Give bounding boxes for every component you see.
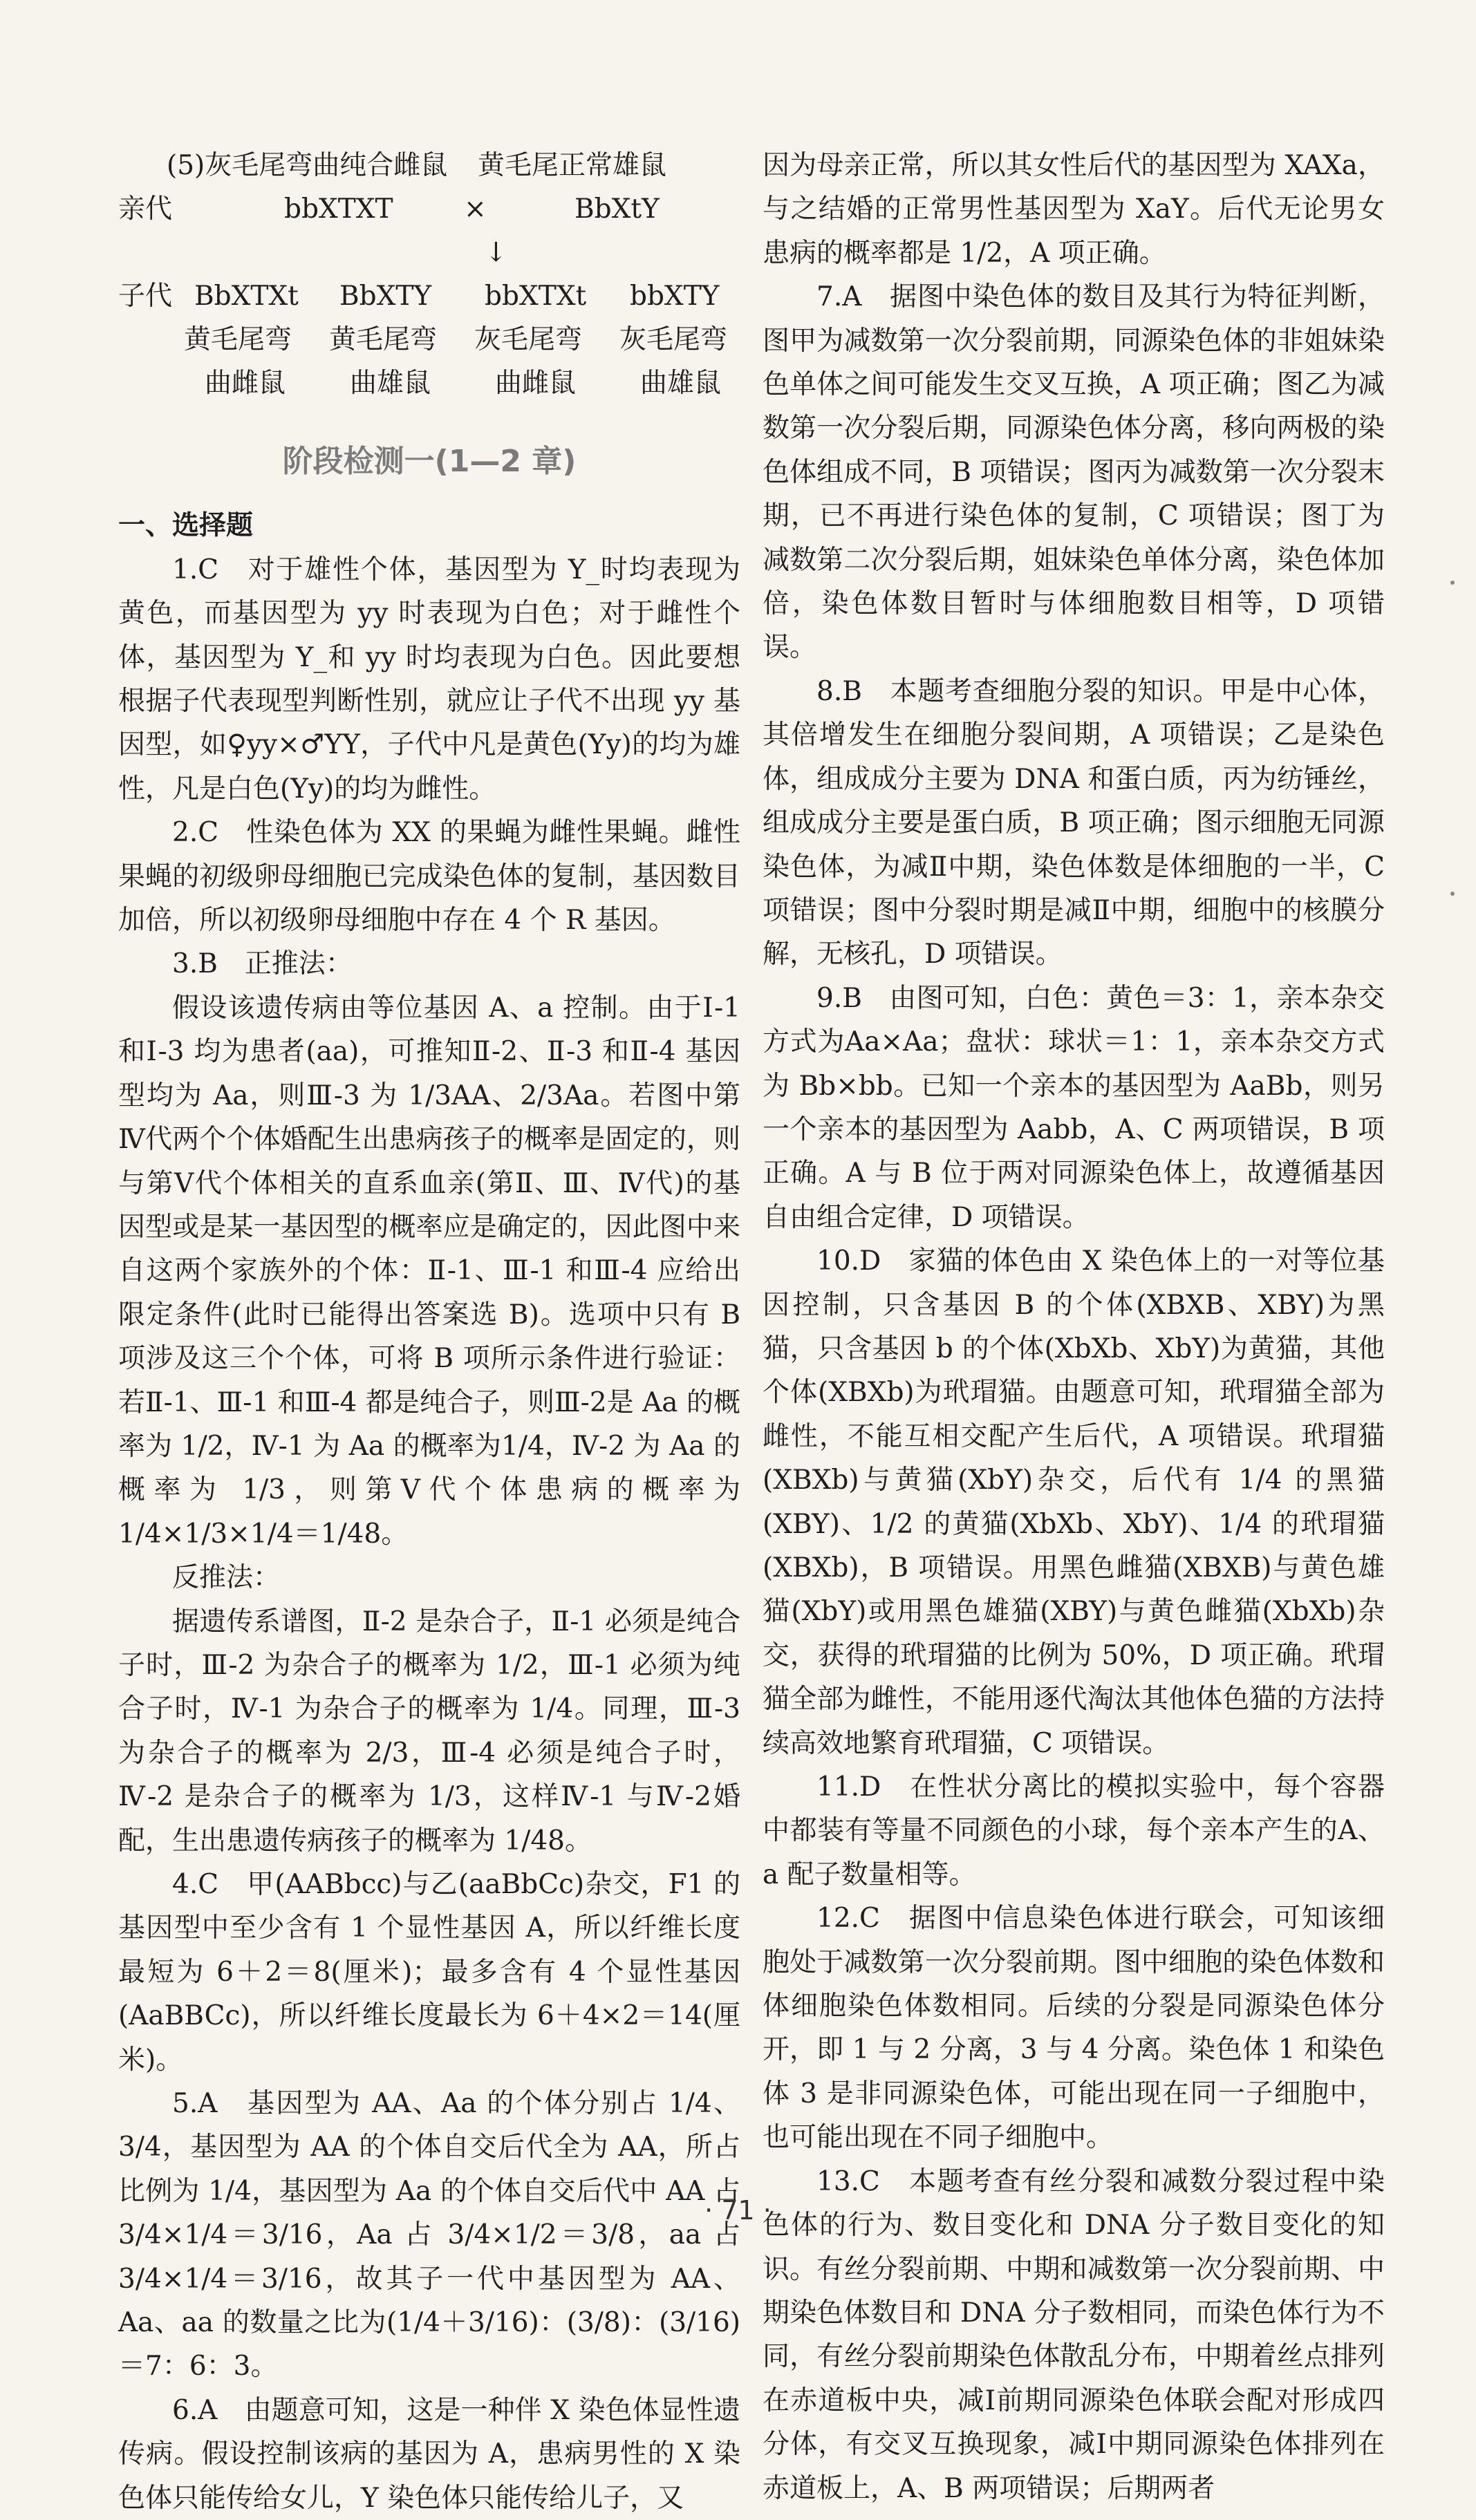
answer-5: 5.A 基因型为 AA、Aa 的个体分别占 1/4、3/4，基因型为 AA 的个体自交后代全为 AA，所占比例为 1/4，基因型为 Aa 的个体自交后代中 AA 占 3/4×1/4＝3/16，Aa 占 3/4×1/2＝3/8，aa 占3/4×1/4＝3/16，故其子一代中基因型为 AA、Aa、aa 的数量之比为(1/4＋3/16)：(3/8)：(3/16)＝7：6：3。 [118,2088,740,2382]
child3-genotype: bbXTXt [485,281,587,312]
child3-sex: 曲雌鼠 [495,368,577,399]
margin-dot [1450,581,1455,585]
answer-4: 4.C 甲(AABbcc)与乙(aaBbCc)杂交，F1 的基因型中至少含有 1 个显性基因 A，所以纤维长度最短为 6＋2＝8(厘米)；最多含有 4 个显性基因(AaBBCc)，所以纤维长度最长为 6＋4×2＝14(厘米)。 [118,1869,740,2076]
left-column [118,144,740,2520]
answer-13: 13.C 本题考查有丝分裂和减数分裂过程中染色体的行为、数目变化和 DNA 分子数目变化的知识。有丝分裂前期、中期和减数第一次分裂前期、中期染色体数目和 DNA 分子数相同，而染色体行为不同，有丝分裂前期染色体散乱分布，中期着丝点排列在赤道板中央，减Ⅰ前期同源染色体联会配对形成四分体，有交叉互换现象，减Ⅰ中期同源染色体排列在赤道板上，A、B 两项错误；后期两者 [763,2165,1385,2504]
answer-9: 9.B 由图可知，白色：黄色＝3：1，亲本杂交方式为Aa×Aa；盘状：球状＝1：1，亲本杂交方式为 Bb×bb。已知一个亲本的基因型为 AaBb，则另一个亲本的基因型为 Aabb，A、C 两项错误，B 项正确。A 与 B 位于两对同源染色体上，故遵循基因自由组合定律，D 项错误。 [763,982,1385,1233]
parent-label: 亲代 [118,194,173,225]
margin-dot [1450,892,1455,896]
child3-phenotype: 灰毛尾弯 [474,324,583,355]
answer-2: 2.C 性染色体为 XX 的果蝇为雌性果蝇。雌性果蝇的初级卵母细胞已完成染色体的复制，基因数目加倍，所以初级卵母细胞中存在 4 个 R 基因。 [118,817,740,937]
child-label: 子代 [118,281,173,312]
answer-7: 7.A 据图中染色体的数目及其行为特征判断，图甲为减数第一次分裂前期，同源染色体的非姐妹染色单体之间可能发生交叉互换，A 项正确；图乙为减数第一次分裂后期，同源染色体分离，移向两极的染色体组成不同，B 项错误；图丙为减数第一次分裂末期，已不再进行染色体的复制，C 项错误；图丁为减数第二次分裂后期，姐妹染色单体分离，染色体加倍，染色体数目暂时与体细胞数目相等，D 项错误。 [763,281,1385,664]
answer-12: 12.C 据图中信息染色体进行联会，可知该细胞处于减数第一次分裂前期。图中细胞的染色体数和体细胞染色体数相同。后续的分裂是同源染色体分开，即 1 与 2 分离，3 与 4 分离。染色体 1 和染色体 3 是非同源染色体，可能出现在同一子细胞中，也可能出现在不同子细胞中。 [763,1903,1385,2154]
cross-diagram [118,144,740,406]
parent1-genotype: bbXTXT [284,194,393,225]
answer-3-forward: 假设该遗传病由等位基因 A、a 控制。由于Ⅰ-1和Ⅰ-3 均为患者(aa)，可推知Ⅱ-2、Ⅱ-3 和Ⅱ-4 基因型均为 Aa，则Ⅲ-3 为 1/3AA、2/3Aa。若图中第Ⅳ代两个个体婚配生出患病孩子的概率是固定的，则与第Ⅴ代个体相关的直系血亲(第Ⅱ、Ⅲ、Ⅳ代)的基因型或是某一基因型的概率应是确定的，因此图中来自这两个家族外的个体：Ⅱ-1、Ⅲ-1 和Ⅲ-4 应给出限定条件(此时已能得出答案选 B)。选项中只有 B 项涉及这三个个体，可将 B 项所示条件进行验证：若Ⅱ-1、Ⅲ-1 和Ⅲ-4 都是纯合子，则Ⅲ-2是 Aa 的概率为 1/2，Ⅳ-1 为 Aa 的概率为1/4，Ⅳ-2 为 Aa 的概率为 1/3，则第Ⅴ代个体患病的概率为 1/4×1/3×1/4＝1/48。 [118,992,740,1550]
child1-sex: 曲雌鼠 [205,368,286,399]
answer-3-reverse: 据遗传系谱图，Ⅱ-2 是杂合子，Ⅱ-1 必须是纯合子时，Ⅲ-2 为杂合子的概率为 1/2，Ⅲ-1 必须为纯合子时，Ⅳ-1 为杂合子的概率为 1/4。同理，Ⅲ-3为杂合子的概率为 2/3，Ⅲ-4 必须是纯合子时，Ⅳ-2 是杂合子的概率为 1/3，这样Ⅳ-1 与Ⅳ-2婚配，生出患遗传病孩子的概率为 1/48。 [118,1606,740,1856]
right-column [763,144,1385,2510]
section-heading: 一、选择题 [118,510,254,542]
child4-genotype: bbXTY [630,281,720,312]
child4-phenotype: 灰毛尾弯 [619,324,728,355]
answer-6: 6.A 由题意可知，这是一种伴 X 染色体显性遗传病。假设控制该病的基因为 A，患病男性的 X 染色体只能传给女儿，Y 染色体只能传给儿子，又 [118,2394,740,2514]
child4-sex: 曲雄鼠 [640,368,722,399]
answer-3-reverse-title: 反推法： [172,1562,281,1594]
child1-phenotype: 黄毛尾弯 [184,324,292,355]
stage-title: 阶段检测一(1—2 章) [282,444,577,479]
parent2-genotype: BbXtY [574,194,660,225]
answer-10: 10.D 家猫的体色由 X 染色体上的一对等位基因控制，只含基因 B 的个体(XBXB、XBY)为黑猫，只含基因 b 的个体(XbXb、XbY)为黄猫，其他个体(XBXb)为玳瑁猫。由题意可知，玳瑁猫全部为雌性，不能互相交配产生后代，A 项错误。玳瑁猫(XBXb)与黄猫(XbY)杂交，后代有 1/4 的黑猫(XBY)、1/2 的黄猫(XbXb、XbY)、1/4 的玳瑁猫(XBXb)，B 项错误。用黑色雌猫(XBXB)与黄色雄猫(XbY)或用黑色雄猫(XBY)与黄色雌猫(XbXb)杂交，获得的玳瑁猫的比例为 50%，D 项正确。玳瑁猫全部为雌性，不能用逐代淘汰其他体色猫的方法持续高效地繁育玳瑁猫，C 项错误。 [763,1245,1385,1759]
cross-female-label: (5)灰毛尾弯曲纯合雌鼠 [167,150,448,181]
child2-genotype: BbXTY [339,281,432,312]
cross-male-label: 黄毛尾正常雄鼠 [478,150,667,181]
cross-symbol: × [464,194,487,225]
answer-11: 11.D 在性状分离比的模拟实验中，每个容器中都装有等量不同颜色的小球，每个亲本产生的A、a 配子数量相等。 [763,1771,1385,1890]
answer-3-title: 3.B 正推法： [172,948,353,980]
page-number: · 71 · [704,2195,772,2226]
child2-phenotype: 黄毛尾弯 [329,324,438,355]
answer-8: 8.B 本题考查细胞分裂的知识。甲是中心体，其倍增发生在细胞分裂间期，A 项错误；乙是染色体，组成成分主要为 DNA 和蛋白质，丙为纺锤丝，组成成分主要是蛋白质，B 项正确；图示细胞无同源染色体，为减Ⅱ中期，染色体数是体细胞的一半，C 项错误；图中分裂时期是减Ⅱ中期，细胞中的核膜分解，无核孔，D 项错误。 [763,675,1385,970]
answer-1: 1.C 对于雄性个体，基因型为 Y_时均表现为黄色，而基因型为 yy 时表现为白色；对于雌性个体，基因型为 Y_和 yy 时均表现为白色。因此要想根据子代表现型判断性别，就应让子代不出现 yy 基因型，如♀yy×♂YY，子代中凡是黄色(Yy)的均为雄性，凡是白色(Yy)的均为雌性。 [118,554,740,805]
answer-6-continued: 因为母亲正常，所以其女性后代的基因型为 XAXa，与之结婚的正常男性基因型为 XaY。后代无论男女患病的概率都是 1/2，A 项正确。 [763,150,1385,269]
child1-genotype: BbXTXt [194,281,299,312]
child2-sex: 曲雄鼠 [350,368,431,399]
down-arrow: ↓ [485,237,507,268]
